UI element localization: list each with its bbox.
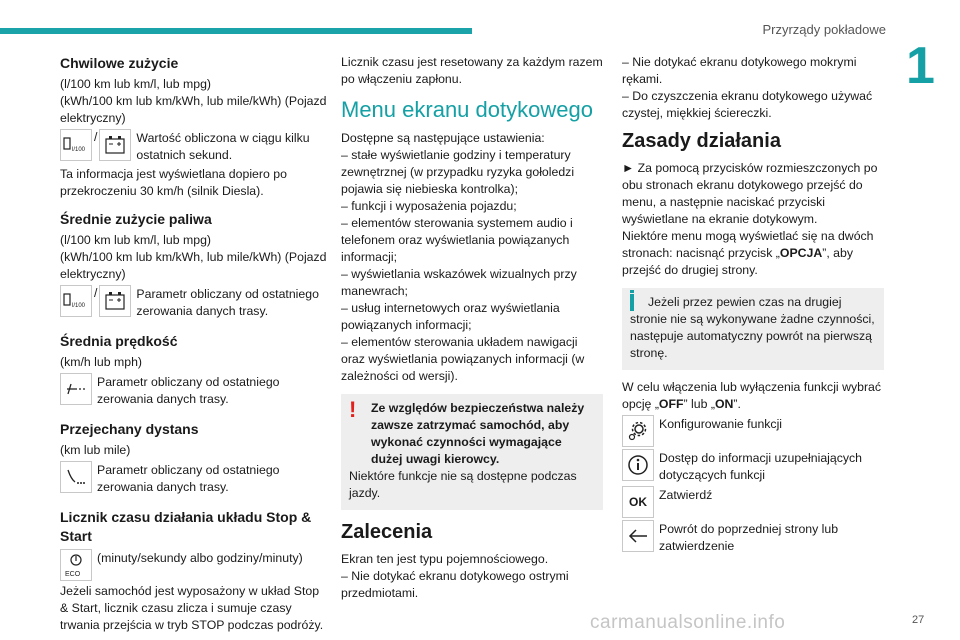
eco-label: ECO	[65, 571, 81, 578]
warning-text: Niektóre funkcje nie są dostępne podczas jazdy.	[349, 469, 577, 500]
slash-separator: /	[94, 130, 98, 144]
units-text: (km lub mile)	[60, 443, 131, 457]
recommendation-text: – Do czyszczenia ekranu dotykowego używać czystej, miękkiej ściereczki.	[622, 89, 873, 120]
list-item: – funkcji i wyposażenia pojazdu;	[341, 199, 517, 213]
safety-warning-box	[341, 394, 603, 510]
section-distance-title: Przejechany dystans	[60, 421, 199, 437]
fuel-consumption-icon	[60, 129, 92, 161]
info-row	[622, 449, 884, 484]
units-text: (l/100 km lub km/l, lub mpg)	[60, 233, 212, 247]
section-average-consumption-title: Średnie zużycie paliwa	[60, 211, 212, 227]
stop-start-desc: (minuty/sekundy albo godziny/minuty)	[97, 551, 303, 565]
confirm-row	[622, 486, 884, 518]
recommendation-text: – Nie dotykać ekranu dotykowego ostrymi przedmiotami.	[341, 569, 569, 600]
settings-desc: Konfigurowanie funkcji	[659, 417, 783, 431]
warning-icon: !	[349, 397, 357, 422]
units-text-ev: (kWh/100 km lub km/kWh, lub mile/kWh) (Pojazd elektryczny)	[60, 250, 327, 281]
header-accent-bar	[0, 28, 472, 34]
list-item: – elementów sterowania systemem audio i telefonem oraz wyświetlania powiązanych informacji;	[341, 216, 573, 264]
instant-consumption-desc: Wartość obliczona w ciągu kilku ostatnich sekund.	[136, 131, 310, 162]
section-average-speed-title: Średnia prędkość	[60, 333, 178, 349]
principles-text: ► Za pomocą przycisków rozmieszczonych po obu stronach ekranu dotykowego przejść do menu, a następnie naciskać przyciski wyświetlane na ekranie dotykowym.	[622, 161, 878, 226]
distance-icon	[60, 461, 92, 493]
eco-stop-start-icon	[60, 549, 92, 581]
touchscreen-menu-title: Menu ekranu dotykowego	[341, 97, 593, 122]
operating-principles-title: Zasady działania	[622, 130, 781, 152]
speed-icon	[60, 373, 92, 405]
ok-icon: OK	[622, 486, 654, 518]
units-text: (km/h lub mph)	[60, 355, 143, 369]
settings-row	[622, 415, 884, 447]
instant-consumption-note: Ta informacja jest wyświetlana dopiero po przekroczeniu 30 km/h (silnik Diesla).	[60, 167, 287, 198]
column-right	[622, 54, 884, 557]
watermark: carmanualsonline.info	[590, 612, 786, 633]
menu-intro: Dostępne są następujące ustawienia:	[341, 131, 545, 145]
toggle-text: W celu włączenia lub wyłączenia funkcji wybrać opcję „OFF” lub „ON”.	[622, 380, 882, 411]
distance-desc: Parametr obliczany od ostatniego zerowania danych trasy.	[97, 463, 280, 494]
off-label: OFF	[658, 397, 684, 411]
average-speed-row	[60, 373, 328, 408]
gear-icon	[622, 415, 654, 447]
section-stop-start-title: Licznik czasu działania układu Stop & Start	[60, 509, 312, 544]
list-item: – stałe wyświetlanie godziny i temperatury zewnętrznej (w przypadku ryzyka gołoledzi pojawia się niebieska kontrolka);	[341, 148, 575, 196]
list-item: – wyświetlania wskazówek wizualnych przy manewrach;	[341, 267, 577, 298]
average-consumption-icons	[60, 285, 328, 320]
average-speed-desc: Parametr obliczany od ostatniego zerowania danych trasy.	[97, 375, 280, 406]
recommendations-title: Zalecenia	[341, 521, 433, 543]
info-desc: Dostęp do informacji uzupełniających dotyczących funkcji	[659, 451, 863, 482]
back-row	[622, 520, 884, 555]
stop-start-note: Jeżeli samochód jest wyposażony w układ Stop & Start, licznik czasu zlicza i sumuje czasy trwania przejścia w tryb STOP podczas podróży.	[60, 584, 324, 632]
confirm-desc: Zatwierdź	[659, 488, 713, 502]
battery-consumption-icon	[99, 285, 131, 317]
principles-pages-text: Niektóre menu mogą wyświetlać się na dwóch stronach: nacisnąć przycisk „OPCJA”, aby przejść do drugiej strony.	[622, 229, 874, 277]
svg-text:l/100: l/100	[72, 303, 86, 309]
instant-consumption-icons	[60, 129, 328, 164]
units-text: (l/100 km lub km/l, lub mpg)	[60, 77, 212, 91]
battery-consumption-icon	[99, 129, 131, 161]
section-instant-consumption-title: Chwilowe zużycie	[60, 55, 179, 71]
info-circle-icon	[622, 449, 654, 481]
distance-row	[60, 461, 328, 496]
stop-start-row	[60, 549, 328, 581]
list-item: – elementów sterowania układem nawigacji oraz wyświetlania powiązanych informacji (w zależności od wersji).	[341, 335, 585, 383]
recommendation-text: – Nie dotykać ekranu dotykowego mokrymi rękami.	[622, 55, 857, 86]
fuel-consumption-icon	[60, 285, 92, 317]
column-middle	[341, 54, 603, 602]
on-label: ON	[714, 397, 734, 411]
list-item: – usług internetowych oraz wyświetlania powiązanych informacji;	[341, 301, 560, 332]
units-text-ev: (kWh/100 km lub km/kWh, lub mile/kWh) (Pojazd elektryczny)	[60, 94, 327, 125]
back-desc: Powrót do poprzedniej strony lub zatwierdzenie	[659, 522, 839, 553]
timer-reset-text: Licznik czasu jest resetowany za każdym razem po włączeniu zapłonu.	[341, 55, 603, 86]
page-number: 27	[912, 614, 925, 626]
header-title: Przyrządy pokładowe	[762, 22, 886, 37]
column-left	[60, 54, 328, 634]
warning-bold-text: Ze względów bezpieczeństwa należy zawsze zatrzymać samochód, aby wykonać czynności wymagające dużej uwagi kierowcy.	[371, 401, 585, 466]
slash-separator: /	[94, 286, 98, 300]
info-icon	[630, 294, 634, 311]
average-consumption-desc: Parametr obliczany od ostatniego zerowania danych trasy.	[136, 287, 319, 318]
back-arrow-icon	[622, 520, 654, 552]
svg-text:l/100: l/100	[72, 147, 86, 153]
info-text: Jeżeli przez pewien czas na drugiej stronie nie są wykonywane żadne czynności, następuje automatyczny powrót na pierwszą stronę.	[630, 295, 875, 360]
option-label: OPCJA	[779, 246, 823, 260]
info-box	[622, 288, 884, 370]
chapter-number: 1	[906, 37, 935, 95]
recommendation-text: Ekran ten jest typu pojemnościowego.	[341, 552, 549, 566]
